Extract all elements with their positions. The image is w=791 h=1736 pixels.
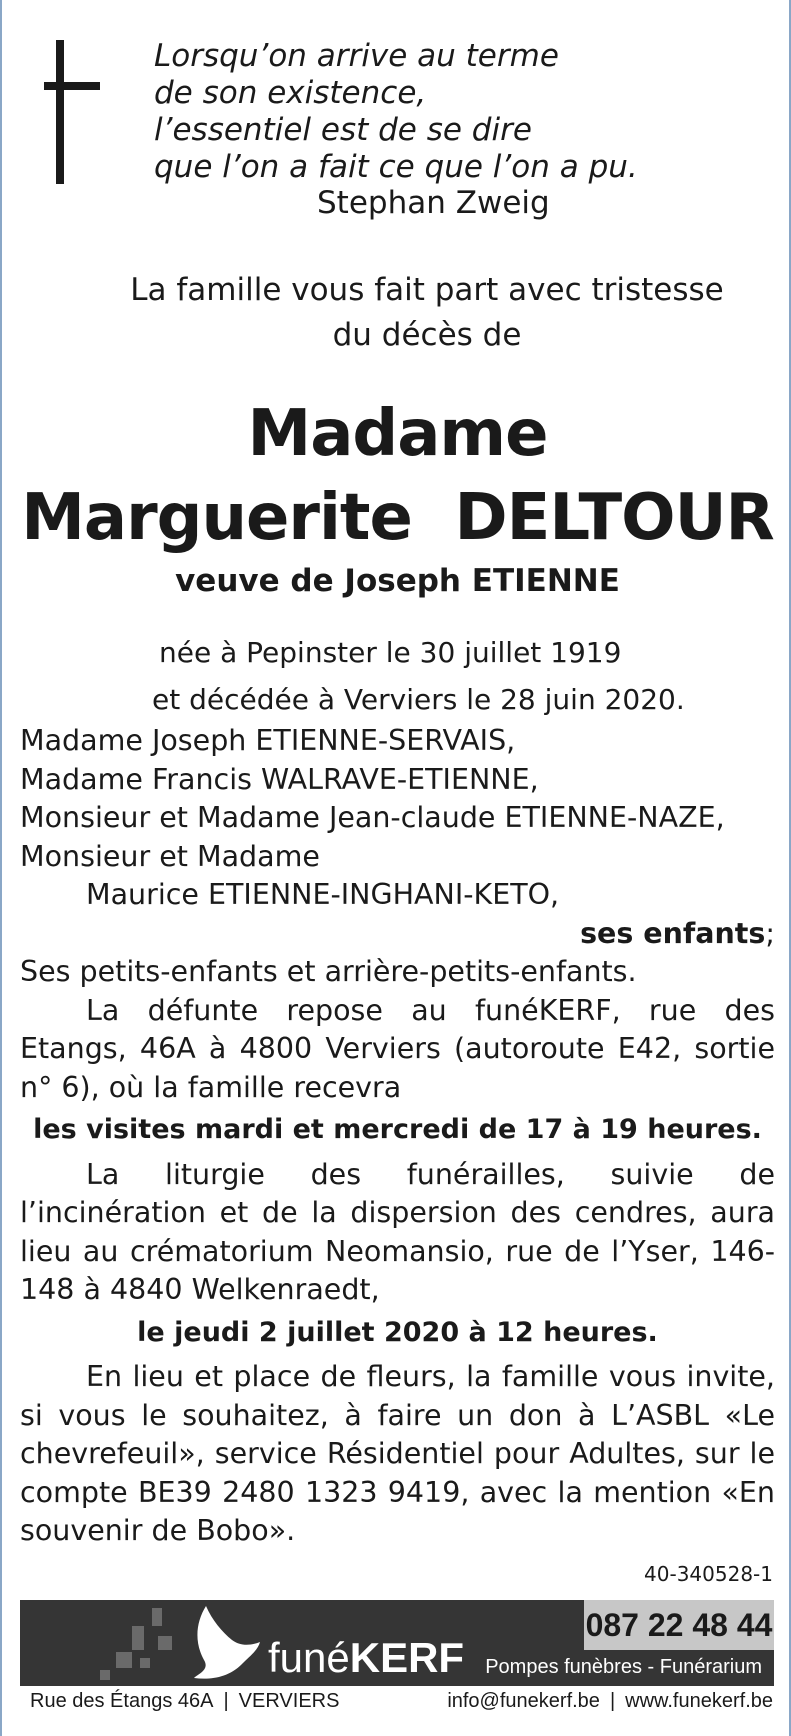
reference-number: 40-340528-1 xyxy=(644,1562,773,1586)
brand-logo xyxy=(268,1634,464,1682)
footer-website: www.funekerf.be xyxy=(625,1690,773,1712)
death-line: et décédée à Verviers le 28 juin 2020. xyxy=(152,683,685,716)
brand-prefix: funé xyxy=(268,1634,350,1681)
family-line: Monsieur et Madame Jean-claude ETIENNE-NAZE, xyxy=(20,801,725,834)
family-line: Madame Francis WALRAVE-ETIENNE, xyxy=(20,762,539,796)
donation-paragraph: En lieu et place de fleurs, la famille vous invite, si vous le souhaitez, à faire un don à L’ASBL «Le chevrefeuil», service Résidentiel pour Adultes, sur le compte BE39 2480 1323 9419, avec la mention «En souvenir de Bobo». xyxy=(20,1360,775,1547)
tagline: Pompes funèbres - Funérarium xyxy=(485,1656,762,1678)
footer-contact: Rue des Étangs 46A | VERVIERS info@funekerf.be | www.funekerf.be xyxy=(30,1690,773,1712)
deceased-title: Madame xyxy=(247,397,548,471)
deceased-name: Marguerite DELTOUR xyxy=(21,481,774,555)
children-punct: ; xyxy=(765,916,775,950)
family-line: Madame Joseph ETIENNE-SERVAIS, xyxy=(20,724,516,757)
quote-line: de son existence, xyxy=(154,75,427,111)
brand-bold: KERF xyxy=(349,1634,465,1681)
footer-address: Rue des Étangs 46A xyxy=(30,1690,214,1712)
repose-paragraph: La défunte repose au funéKERF, rue des Etangs, 46A à 4800 Verviers (autoroute E42, sortie n° 6), où la famille recevra xyxy=(20,993,775,1104)
obituary-body xyxy=(20,722,775,1551)
announcement-line: La famille vous fait part avec tristesse xyxy=(130,272,724,308)
widow-of: veuve de Joseph ETIENNE xyxy=(175,563,620,599)
footer-city: VERVIERS xyxy=(238,1690,340,1712)
deceased-name-block xyxy=(2,392,791,560)
footer-email: info@funekerf.be xyxy=(447,1690,600,1712)
liturgy-paragraph: La liturgie des funérailles, suivie de l’incinération et de la dispersion des cendres, aura lieu au crématorium Neomansio, rue de l’Yser, 146-148 à 4840 Welkenraedt, xyxy=(20,1157,775,1306)
visits: les visites mardi et mercredi de 17 à 19 heures. xyxy=(33,1114,762,1145)
quote-line: Lorsqu’on arrive au terme xyxy=(154,38,559,74)
quote-author: Stephan Zweig xyxy=(317,185,550,221)
family-line: Monsieur et Madame xyxy=(20,839,320,873)
announcement xyxy=(102,268,752,358)
quote-line: l’essentiel est de se dire xyxy=(154,112,532,148)
grandchildren: Ses petits-enfants et arrière-petits-enfants. xyxy=(20,955,637,988)
announcement-line: du décès de xyxy=(332,317,522,353)
quote-line: que l’on a fait ce que l’on a pu. xyxy=(154,149,638,185)
ceremony-time: le jeudi 2 juillet 2020 à 12 heures. xyxy=(137,1316,658,1348)
children-label: ses enfants xyxy=(580,916,766,950)
birth-line: née à Pepinster le 30 juillet 1919 xyxy=(159,636,622,669)
children-label-row xyxy=(20,915,775,954)
quote xyxy=(154,38,638,186)
dove-logo-icon xyxy=(188,1602,262,1682)
phone-number: 087 22 48 44 xyxy=(584,1600,774,1650)
family-line: Maurice ETIENNE-INGHANI-KETO, xyxy=(86,878,560,911)
funeral-home-banner xyxy=(20,1600,774,1686)
